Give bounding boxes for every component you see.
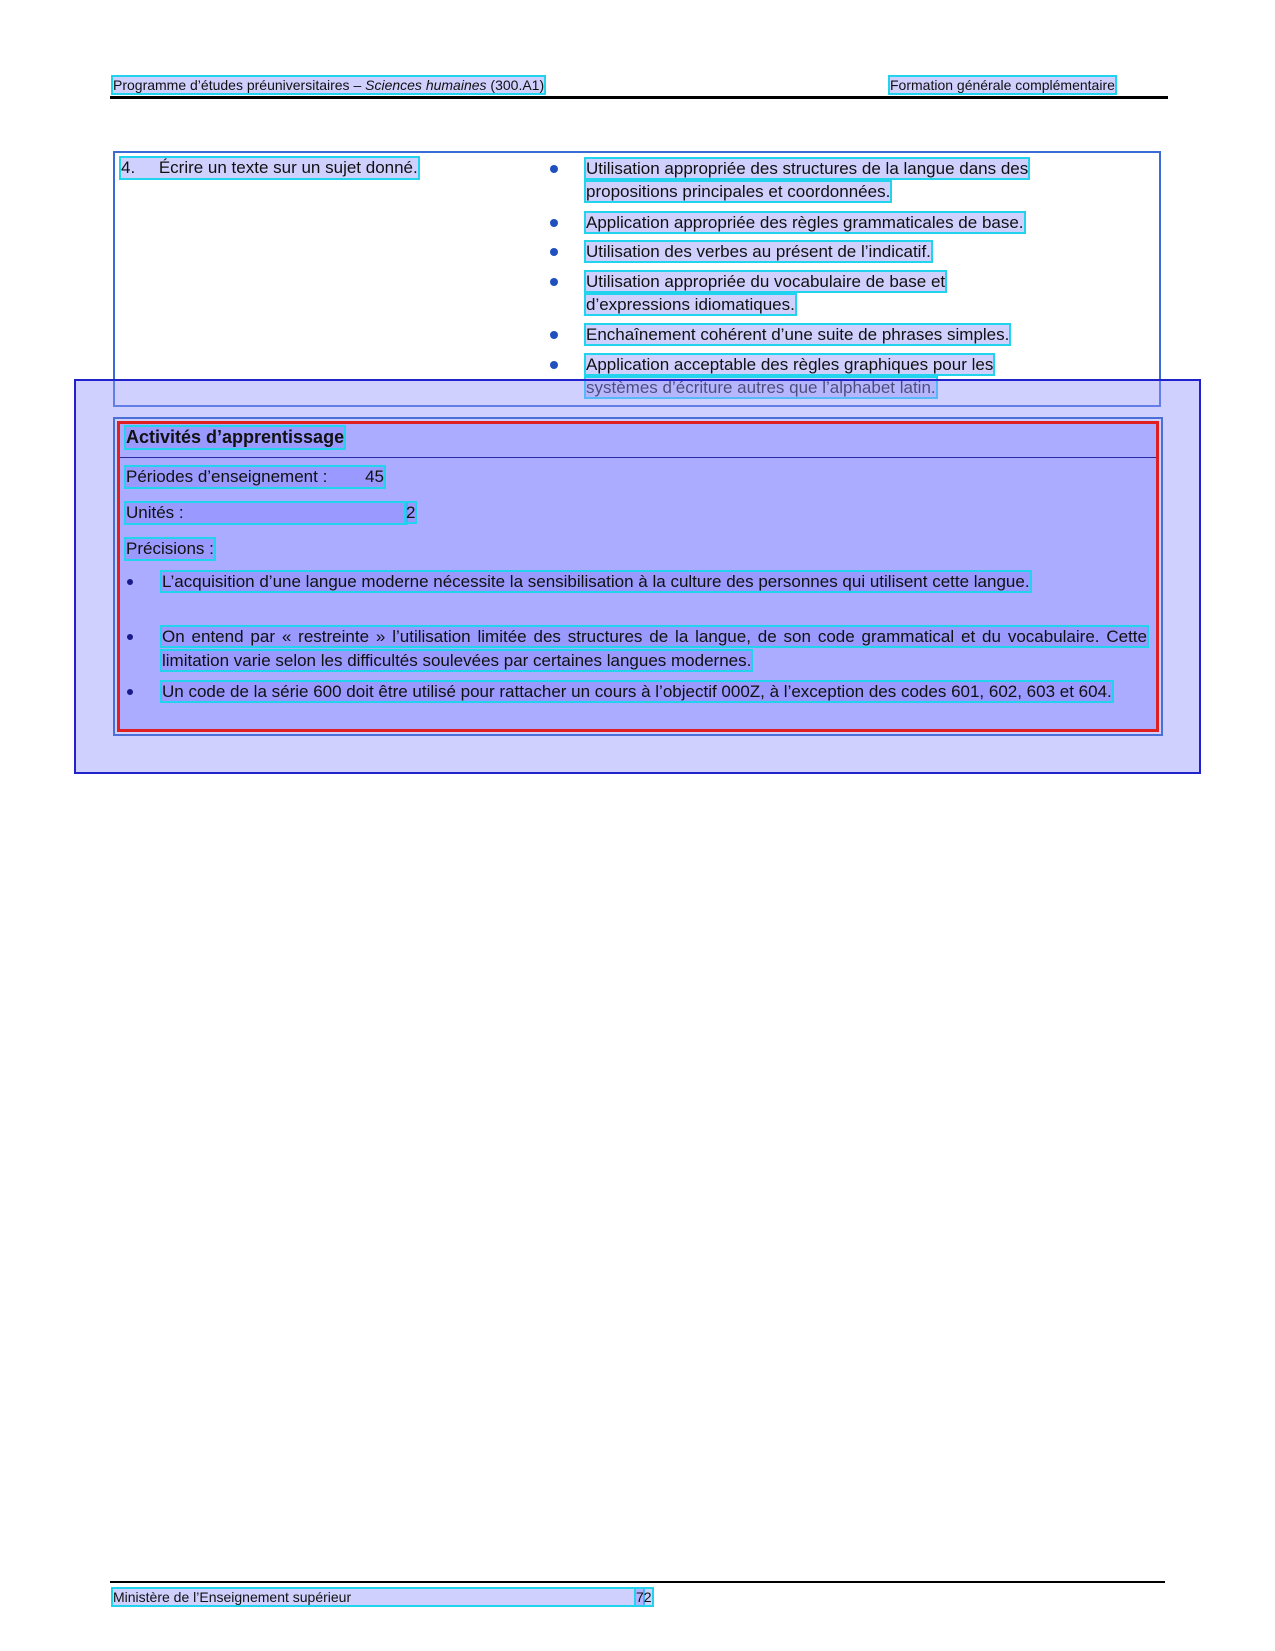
- precision-item-1-text: L’acquisition d’une langue moderne nécessite la sensibilisation à la culture des personnes qui utilisent cette langue.: [162, 572, 1030, 591]
- criterion-1-line1: Utilisation appropriée des structures de la langue dans des: [586, 159, 1029, 178]
- criterion-5-line1: Enchaînement cohérent d’une suite de phrases simples.: [586, 325, 1010, 344]
- precision-item-3-text: Un code de la série 600 doit être utilisé pour rattacher un cours à l’objectif 000Z, à l’exception des codes 601, 602, 603 et 604.: [162, 682, 1112, 701]
- criterion-2-line1: Application appropriée des règles grammaticales de base.: [586, 213, 1024, 232]
- header-section: Formation générale complémentaire: [890, 77, 1115, 93]
- criterion-6-line1: Application acceptable des règles graphiques pour les: [586, 355, 994, 374]
- precision-bullet-icon: [127, 634, 133, 640]
- criterion-bullet-icon: [550, 248, 558, 256]
- periods-label: Périodes d’enseignement :: [126, 467, 328, 486]
- precision-item-2-text: On entend par « restreinte » l’utilisation limitée des structures de la langue, de son code grammatical et du vocabulaire. Cette limitation varie selon les difficultés soulevées par certaines langues modernes.: [162, 627, 1147, 670]
- precision-bullet-icon: [127, 689, 133, 695]
- activities-title-rule: [120, 457, 1156, 458]
- header-program-code: (300.A1): [490, 77, 545, 93]
- competency-objective: [121, 158, 418, 178]
- criterion-1-line2: propositions principales et coordonnées.: [586, 182, 891, 201]
- header-rule: [110, 96, 1168, 99]
- header-program-text: Programme d’études préuniversitaires –: [113, 77, 362, 93]
- periods-row: [126, 467, 384, 487]
- criterion-bullet-icon: [550, 331, 558, 339]
- precision-item-1: [162, 570, 1147, 594]
- criterion-6-line2: systèmes d’écriture autres que l’alphabet latin.: [586, 378, 936, 397]
- objective-number: 4.: [121, 158, 136, 177]
- criterion-1: [586, 157, 1028, 203]
- header-program: [113, 77, 544, 93]
- criterion-3: [586, 240, 931, 263]
- objective-statement: Écrire un texte sur un sujet donné.: [158, 158, 418, 177]
- criterion-4: [586, 270, 945, 316]
- criterion-bullet-icon: [550, 361, 558, 369]
- criterion-bullet-icon: [550, 278, 558, 286]
- header-program-italic: Sciences humaines: [365, 77, 487, 93]
- footer-rule: [110, 1581, 1165, 1583]
- footer-page-number: 72: [636, 1589, 652, 1605]
- units-value: 2: [406, 503, 416, 522]
- criterion-bullet-icon: [550, 219, 558, 227]
- precision-bullet-icon: [127, 579, 133, 585]
- activities-title: Activités d’apprentissage: [126, 427, 345, 447]
- precision-item-3: [162, 680, 1147, 704]
- units-row: [126, 503, 415, 523]
- criterion-bullet-icon: [550, 165, 558, 173]
- criterion-4-line1: Utilisation appropriée du vocabulaire de base et: [586, 272, 946, 291]
- criterion-2: [586, 211, 1024, 234]
- periods-value: 45: [365, 467, 385, 486]
- precisions-label: Précisions :: [126, 539, 214, 558]
- criterion-4-line2: d’expressions idiomatiques.: [586, 295, 795, 314]
- criterion-5: [586, 323, 1009, 346]
- precision-item-2: [162, 625, 1147, 673]
- footer-ministry: Ministère de l’Enseignement supérieur: [113, 1589, 643, 1605]
- units-label: Unités :: [126, 503, 406, 523]
- criterion-3-line1: Utilisation des verbes au présent de l’indicatif.: [586, 242, 931, 261]
